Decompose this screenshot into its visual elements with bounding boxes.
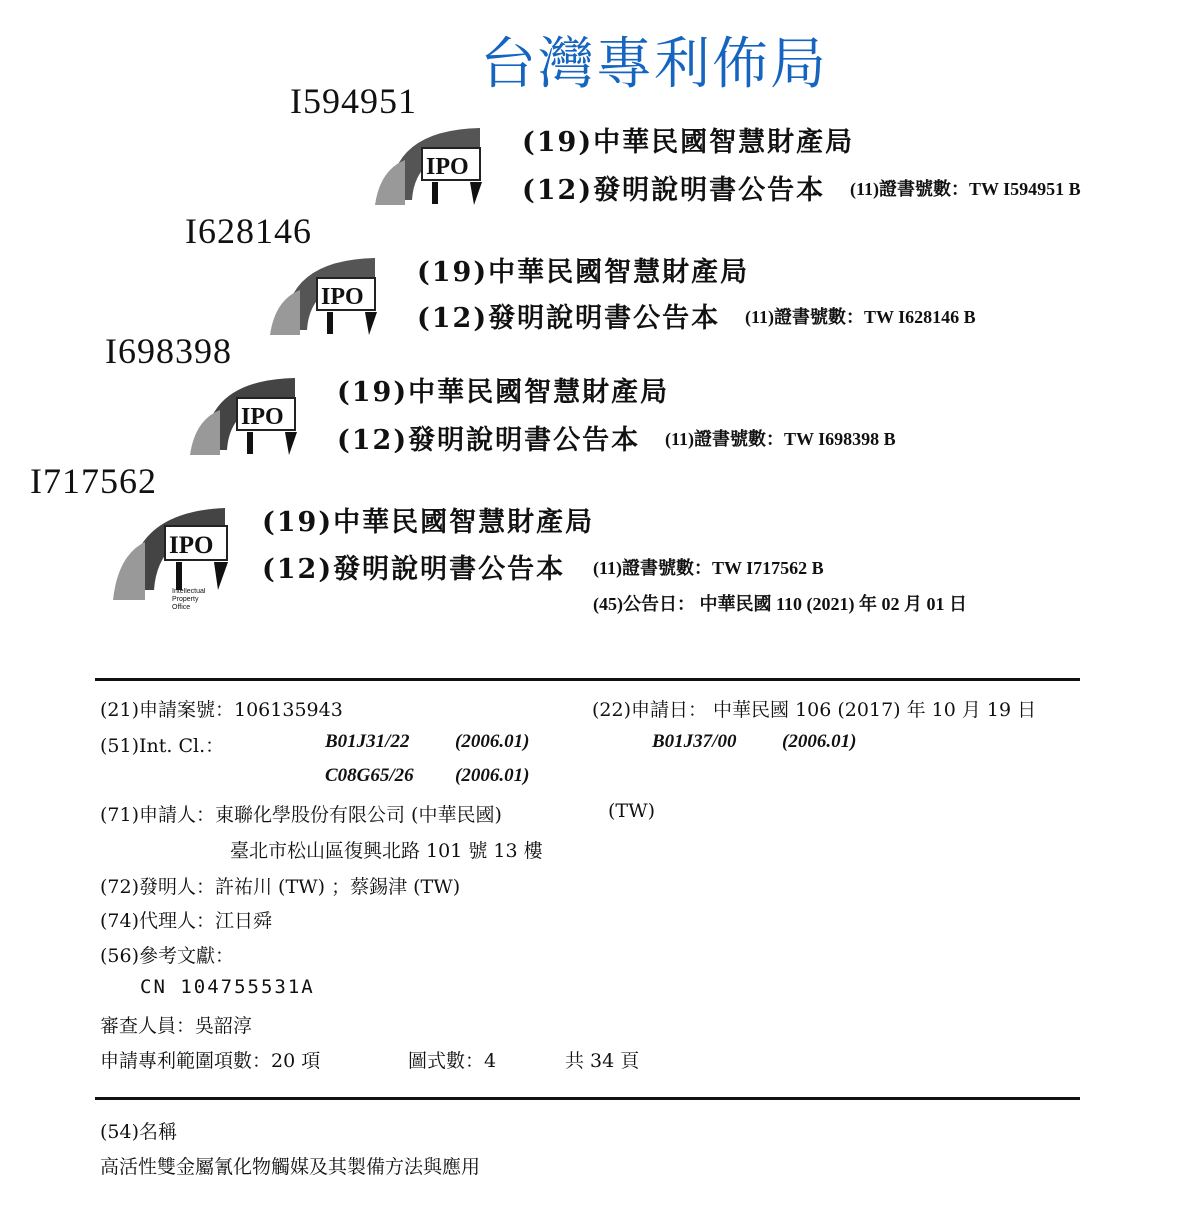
page-banner-title: 台灣專利佈局 (480, 32, 828, 97)
patent-number-4: I717562 (30, 461, 157, 501)
ipc-version: (2006.01) (455, 765, 530, 786)
inventors: (72)發明人：許祐川 (TW) ；蔡錫津 (TW) (100, 876, 461, 898)
references-label: (56)參考文獻： (100, 945, 235, 967)
svg-text:IPO: IPO (426, 154, 469, 180)
office-name-3: (19)中華民國智慧財產局 (337, 377, 670, 408)
office-name-1: (19)中華民國智慧財產局 (522, 127, 855, 158)
ipc-version: (2006.01) (782, 731, 857, 752)
int-cl-label: (51)Int. Cl.： (100, 735, 225, 757)
ipc-code: B01J31/22 (325, 731, 410, 752)
ipc-code: B01J37/00 (652, 731, 737, 752)
certificate-number-3: (11)證書號數：TW I698398 B (665, 429, 896, 449)
patent-number-3: I698398 (105, 331, 232, 371)
logo-caption: Intellectual Property Office (172, 588, 206, 611)
applicant: (71)申請人：東聯化學股份有限公司 (中華民國) (100, 804, 502, 826)
tipo-logo-icon (370, 120, 495, 210)
ipc-code: C08G65/26 (325, 765, 414, 786)
title-label: (54)名稱 (100, 1121, 178, 1143)
application-number: (21)申請案號：106135943 (100, 699, 343, 721)
ipc-version: (2006.01) (455, 731, 530, 752)
applicant-country: (TW) (608, 800, 656, 822)
document-type-2: (12)發明說明書公告本 (417, 303, 721, 334)
patent-number-1: I594951 (290, 81, 417, 121)
publication-date: (45)公告日： 中華民國 110 (2021) 年 02 月 01 日 (593, 594, 967, 614)
tipo-logo-icon (265, 250, 390, 340)
document-type-3: (12)發明說明書公告本 (337, 425, 641, 456)
certificate-number-1: (11)證書號數：TW I594951 B (850, 179, 1081, 199)
figures-count: 圖式數：4 (408, 1050, 497, 1072)
application-date: (22)申請日： 中華民國 106 (2017) 年 10 月 19 日 (592, 699, 1037, 721)
tipo-logo-icon (110, 500, 240, 620)
office-name-2: (19)中華民國智慧財產局 (417, 257, 750, 288)
document-type-1: (12)發明說明書公告本 (522, 175, 826, 206)
section-divider (95, 1097, 1080, 1100)
svg-text:IPO: IPO (169, 532, 214, 559)
svg-text:IPO: IPO (241, 404, 284, 430)
applicant-address: 臺北市松山區復興北路 101 號 13 樓 (230, 840, 543, 862)
document-type-4: (12)發明說明書公告本 (262, 554, 566, 585)
page-count: 共 34 頁 (565, 1050, 640, 1072)
certificate-number-4: (11)證書號數：TW I717562 B (593, 558, 824, 578)
tipo-logo-icon (185, 370, 310, 460)
patent-number-2: I628146 (185, 211, 312, 251)
section-divider (95, 678, 1080, 681)
invention-title: 高活性雙金屬氰化物觸媒及其製備方法與應用 (100, 1156, 481, 1178)
svg-text:IPO: IPO (321, 284, 364, 310)
reference-item: CN 104755531A (140, 976, 315, 998)
certificate-number-2: (11)證書號數：TW I628146 B (745, 307, 976, 327)
office-name-4: (19)中華民國智慧財產局 (262, 507, 595, 538)
claims-count: 申請專利範圍項數：20 項 (100, 1050, 321, 1072)
examiner: 審查人員：吳韶淳 (100, 1015, 253, 1037)
agent: (74)代理人：江日舜 (100, 910, 273, 932)
